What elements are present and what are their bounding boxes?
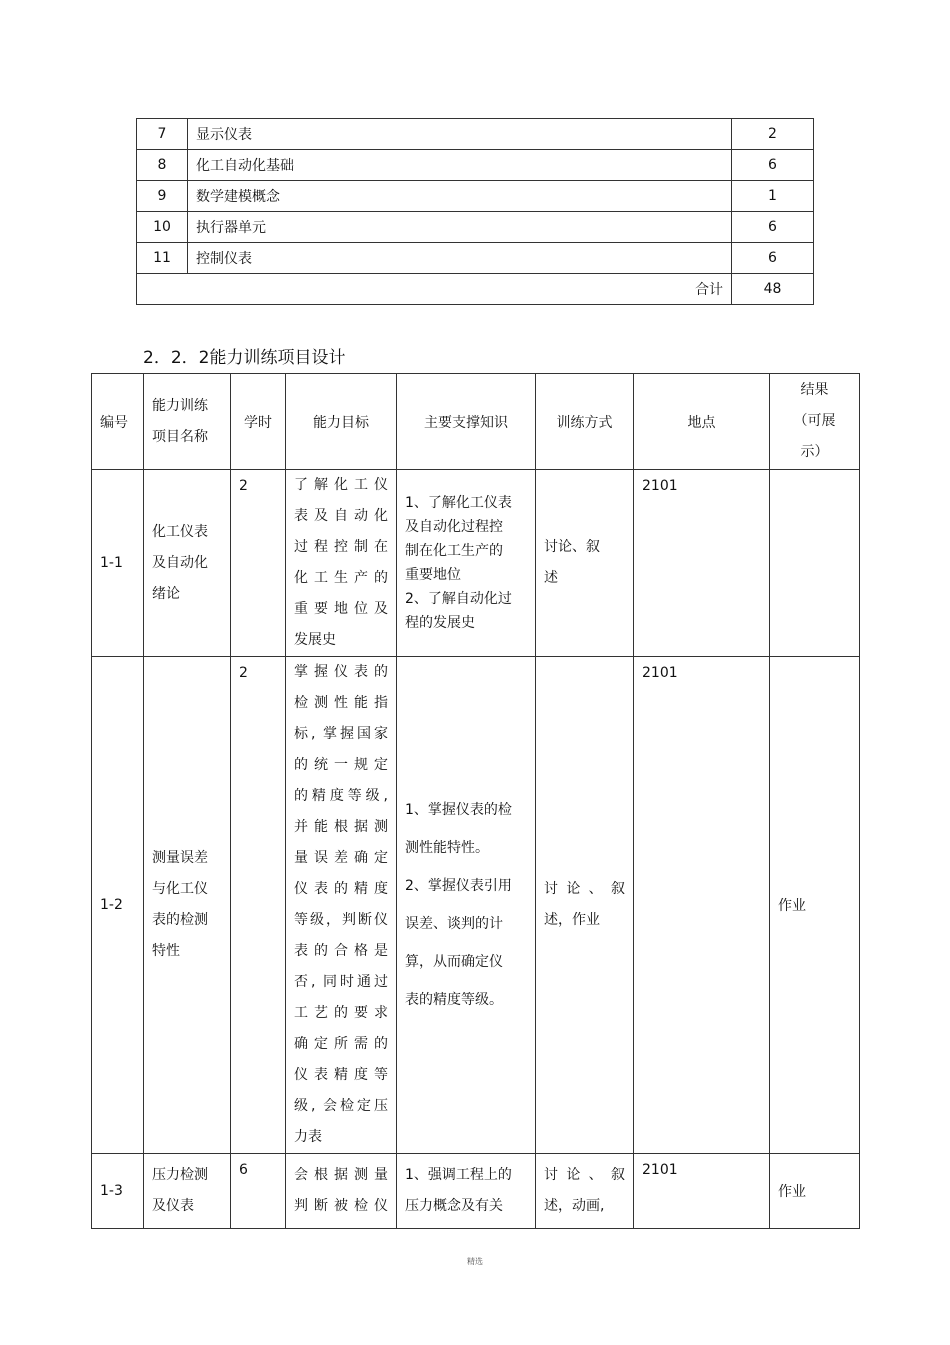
goal-line: 仪表精度等 <box>294 1067 388 1083</box>
knowledge-line: 程的发展史 <box>405 615 475 631</box>
knowledge-line: 1、了解化工仪表 <box>405 495 512 511</box>
header-result-line: （可展 <box>793 413 836 429</box>
row-knowledge <box>397 1154 536 1229</box>
goal-line: 并能根据测 <box>294 819 388 835</box>
header-place: 地点 <box>634 374 770 470</box>
table-row <box>92 1154 860 1229</box>
method-line: 述，作业 <box>544 912 600 928</box>
knowledge-line: 及自动化过程控 <box>405 519 503 535</box>
header-row <box>92 374 860 470</box>
goal-line: 工艺的要求 <box>294 1005 388 1021</box>
goal-line: 会根据测量 <box>294 1167 388 1183</box>
method-line: 述，动画, <box>544 1198 605 1214</box>
header-goal: 能力目标 <box>286 374 397 470</box>
goal-line: 否, 同时通过 <box>294 974 388 990</box>
knowledge-line: 2、掌握仪表引用 <box>405 878 512 894</box>
table-row <box>92 657 860 1154</box>
knowledge-line: 2、了解自动化过 <box>405 591 512 607</box>
knowledge-line: 表的精度等级。 <box>405 992 503 1008</box>
row-place: 2101 <box>634 470 770 657</box>
row-hours: 6 <box>732 212 814 243</box>
knowledge-line: 算，从而确定仪 <box>405 954 503 970</box>
goal-line: 的精度等级, <box>294 788 388 804</box>
table-row <box>92 470 860 657</box>
header-result-line: 结果 <box>800 382 829 398</box>
training-project-table <box>91 373 860 1229</box>
header-project-name <box>144 374 231 470</box>
row-number: 1-3 <box>92 1154 144 1229</box>
knowledge-line: 制在化工生产的 <box>405 543 503 559</box>
method-line: 讨论、叙 <box>544 539 600 555</box>
goal-line: 了解化工仪 <box>294 477 388 493</box>
row-hours: 2 <box>231 657 286 1154</box>
row-project-name <box>144 1154 231 1229</box>
goal-line: 量误差确定 <box>294 850 388 866</box>
row-knowledge <box>397 657 536 1154</box>
goal-line: 重要地位及 <box>294 601 388 617</box>
page-footer: 精选 <box>467 1257 483 1266</box>
row-result: 作业 <box>770 657 860 1154</box>
total-value: 48 <box>732 274 814 305</box>
goal-line: 级, 会检定压 <box>294 1098 388 1114</box>
row-hours: 2 <box>732 119 814 150</box>
name-line: 及自动化 <box>152 554 208 571</box>
goal-line: 确定所需的 <box>294 1036 388 1052</box>
row-hours: 2 <box>231 470 286 657</box>
section-title: 2．2．2能力训练项目设计 <box>143 348 346 368</box>
knowledge-line: 压力概念及有关 <box>405 1198 503 1214</box>
method-line: 讨论、叙 <box>544 881 625 897</box>
row-name: 化工自动化基础 <box>188 150 732 181</box>
table-row <box>137 243 814 274</box>
row-number: 11 <box>137 243 188 274</box>
header-number: 编号 <box>92 374 144 470</box>
row-project-name <box>144 470 231 657</box>
knowledge-line: 测性能特性。 <box>405 840 489 856</box>
row-number: 9 <box>137 181 188 212</box>
name-line: 绪论 <box>152 585 180 602</box>
total-label: 合计 <box>137 274 732 305</box>
row-goal <box>286 470 397 657</box>
header-knowledge: 主要支撑知识 <box>397 374 536 470</box>
table-row <box>137 181 814 212</box>
header-method: 训练方式 <box>536 374 634 470</box>
goal-line: 发展史 <box>294 632 336 648</box>
method-line: 讨论、叙 <box>544 1167 625 1183</box>
name-line: 与化工仪 <box>152 881 208 897</box>
row-number: 8 <box>137 150 188 181</box>
goal-line: 表及自动化 <box>294 508 388 524</box>
goal-line: 力表 <box>294 1129 322 1145</box>
goal-line: 表的合格是 <box>294 943 388 959</box>
row-number: 10 <box>137 212 188 243</box>
goal-line: 掌握仪表的 <box>294 664 388 680</box>
name-line: 特性 <box>152 943 180 959</box>
goal-line: 化工生产的 <box>294 570 388 586</box>
row-goal <box>286 657 397 1154</box>
row-name: 数学建模概念 <box>188 181 732 212</box>
row-method <box>536 470 634 657</box>
goal-line: 的统一规定 <box>294 757 388 773</box>
row-number: 1-1 <box>92 470 144 657</box>
row-hours: 1 <box>732 181 814 212</box>
goal-line: 仪表的精度 <box>294 881 388 897</box>
header-hours: 学时 <box>231 374 286 470</box>
name-line: 压力检测 <box>152 1167 208 1183</box>
row-method <box>536 657 634 1154</box>
course-hours-body <box>137 119 814 305</box>
goal-line: 判断被检仪 <box>294 1198 388 1214</box>
row-knowledge <box>397 470 536 657</box>
row-hours: 6 <box>231 1154 286 1229</box>
method-line: 述 <box>544 570 558 586</box>
header-result-line: 示） <box>800 444 829 460</box>
row-place: 2101 <box>634 657 770 1154</box>
course-hours-table <box>136 118 814 305</box>
header-result <box>770 374 860 470</box>
knowledge-line: 误差、谈判的计 <box>405 916 503 932</box>
row-number: 7 <box>137 119 188 150</box>
name-line: 化工仪表 <box>152 523 208 540</box>
row-name: 控制仪表 <box>188 243 732 274</box>
name-line: 表的检测 <box>152 912 208 928</box>
header-project-name-line: 能力训练 <box>152 397 208 414</box>
goal-line: 检测性能指 <box>294 695 388 711</box>
table-row <box>137 212 814 243</box>
header-project-name-line: 项目名称 <box>152 428 208 445</box>
goal-line: 等级，判断仪 <box>294 912 388 928</box>
goal-line: 过程控制在 <box>294 539 388 555</box>
name-line: 测量误差 <box>152 850 208 866</box>
row-name: 执行器单元 <box>188 212 732 243</box>
row-result: 作业 <box>770 1154 860 1229</box>
row-goal <box>286 1154 397 1229</box>
table-row <box>137 150 814 181</box>
row-place: 2101 <box>634 1154 770 1229</box>
knowledge-line: 重要地位 <box>405 567 461 583</box>
row-hours: 6 <box>732 243 814 274</box>
knowledge-line: 1、掌握仪表的检 <box>405 802 512 818</box>
row-hours: 6 <box>732 150 814 181</box>
row-result <box>770 470 860 657</box>
name-line: 及仪表 <box>152 1198 194 1214</box>
row-project-name <box>144 657 231 1154</box>
row-name: 显示仪表 <box>188 119 732 150</box>
row-number: 1-2 <box>92 657 144 1154</box>
table-row <box>137 119 814 150</box>
total-row <box>137 274 814 305</box>
knowledge-line: 1、强调工程上的 <box>405 1167 512 1183</box>
goal-line: 标, 掌握国家 <box>294 726 388 742</box>
row-method <box>536 1154 634 1229</box>
